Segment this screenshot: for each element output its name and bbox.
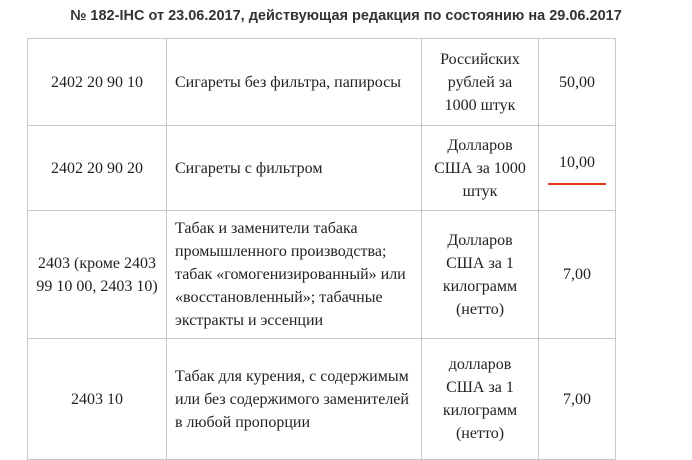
description-cell: Сигареты с фильтром [167,126,422,211]
unit-cell: Долларов США за 1000 штук [422,126,539,211]
table-row [28,39,616,126]
code-cell: 2402 20 90 10 [28,39,167,126]
rate-cell: 7,00 [539,211,616,339]
table-row [28,126,616,211]
tariff-table [27,38,616,460]
description-cell: Сигареты без фильтра, папиросы [167,39,422,126]
unit-cell: Российских рублей за 1000 штук [422,39,539,126]
code-cell: 2403 10 [28,339,167,460]
unit-cell: долларов США за 1 килограмм (нетто) [422,339,539,460]
rate-cell: 7,00 [539,339,616,460]
table-row [28,211,616,339]
description-cell: Табак и заменители табака промышленного производства; табак «гомогенизированный» или «восстановленный»; табачные экстракты и эссенции [167,211,422,339]
description-cell: Табак для курения, с содержимым или без содержимого заменителей в любой пропорции [167,339,422,460]
code-cell: 2402 20 90 20 [28,126,167,211]
table-row [28,339,616,460]
unit-cell: Долларов США за 1 килограмм (нетто) [422,211,539,339]
rate-cell-highlighted [539,126,616,211]
rate-value: 10,00 [559,154,595,171]
page-header: № 182-IНС от 23.06.2017, действующая редакция по состоянию на 29.06.2017 [70,8,622,24]
rate-cell: 50,00 [539,39,616,126]
red-underline-mark [548,183,606,185]
code-cell: 2403 (кроме 2403 99 10 00, 2403 10) [28,211,167,339]
